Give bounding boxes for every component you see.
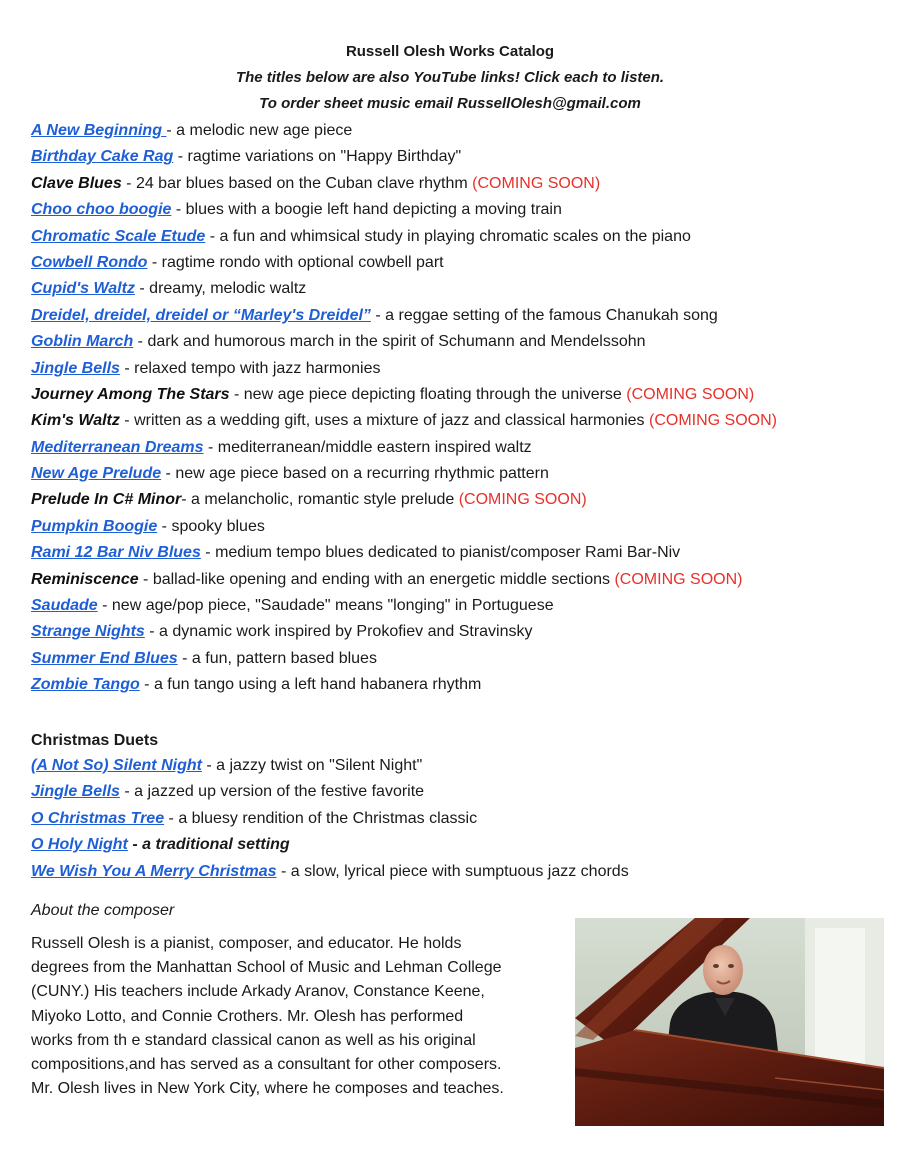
work-description: - a fun tango using a left hand habanera rhythm — [139, 676, 482, 694]
work-description: - a fun, pattern based blues — [177, 649, 377, 667]
work-link[interactable]: Mediterranean Dreams — [31, 438, 204, 456]
coming-soon-label: (COMING SOON) — [648, 412, 777, 430]
bio-line: (CUNY.) His teachers include Arkady Aranov, Constance Keene, — [31, 983, 485, 1001]
about-heading: About the composer — [31, 902, 175, 919]
page-title: Russell Olesh Works Catalog — [345, 43, 555, 60]
list-item — [31, 753, 629, 779]
bio-line: degrees from the Manhattan School of Music and Lehman College — [31, 959, 502, 977]
list-item — [31, 779, 629, 805]
bio-line: works from th e standard classical canon as well as his original — [31, 1031, 476, 1049]
list-item — [31, 118, 891, 144]
list-item — [31, 859, 629, 885]
work-link[interactable]: Pumpkin Boogie — [31, 517, 158, 535]
work-description: - a reggae setting of the famous Chanukah song — [370, 306, 718, 324]
work-link[interactable]: Chromatic Scale Etude — [31, 227, 206, 245]
christmas-duets-heading: Christmas Duets — [31, 732, 159, 749]
work-link[interactable]: Choo choo boogie — [31, 201, 172, 219]
work-link[interactable]: New Age Prelude — [31, 465, 162, 483]
duet-description: - a jazzed up version of the festive favorite — [119, 783, 425, 801]
list-item — [31, 303, 891, 329]
coming-soon-label: (COMING SOON) — [626, 385, 755, 403]
bio-line: compositions,and has served as a consultant for other composers. — [31, 1056, 502, 1074]
list-item — [31, 382, 891, 408]
work-link[interactable]: Rami 12 Bar Niv Blues — [31, 544, 201, 562]
work-description: - a dynamic work inspired by Prokofiev and Stravinsky — [144, 623, 533, 641]
work-link[interactable]: Jingle Bells — [31, 359, 120, 377]
list-item — [31, 144, 891, 170]
work-description: - new age/pop piece, "Saudade" means "longing" in Portuguese — [97, 597, 554, 615]
work-title: Reminiscence — [31, 570, 139, 588]
list-item — [31, 224, 891, 250]
list-item — [31, 593, 891, 619]
work-link[interactable]: Saudade — [31, 597, 98, 615]
work-description: - a fun and whimsical study in playing chromatic scales on the piano — [205, 227, 691, 245]
work-description: - ragtime variations on "Happy Birthday" — [173, 148, 462, 166]
composer-at-piano-illustration — [575, 918, 884, 1126]
work-link[interactable]: Cowbell Rondo — [31, 253, 148, 271]
list-item — [31, 672, 891, 698]
list-item — [31, 435, 891, 461]
works-list — [31, 118, 891, 699]
duet-description: - a traditional setting — [127, 836, 290, 854]
list-item — [31, 197, 891, 223]
work-description: - ragtime rondo with optional cowbell part — [147, 253, 444, 271]
duet-link[interactable]: We Wish You A Merry Christmas — [31, 862, 277, 880]
work-description: - ballad-like opening and ending with an energetic middle sections — [138, 570, 615, 588]
work-description: - dark and humorous march in the spirit of Schumann and Mendelssohn — [133, 333, 646, 351]
work-title: Kim's Waltz — [31, 412, 120, 430]
work-link[interactable]: Zombie Tango — [31, 676, 140, 694]
work-link[interactable]: Goblin March — [31, 333, 134, 351]
work-description: - spooky blues — [157, 517, 265, 535]
list-item — [31, 514, 891, 540]
list-item — [31, 619, 891, 645]
list-item — [31, 171, 891, 197]
work-link[interactable]: Birthday Cake Rag — [31, 148, 174, 166]
bio-line: Russell Olesh is a pianist, composer, and educator. He holds — [31, 935, 462, 952]
duet-link[interactable]: Jingle Bells — [31, 783, 120, 801]
work-description: - a melodic new age piece — [166, 122, 353, 139]
list-item — [31, 250, 891, 276]
duet-description: - a slow, lyrical piece with sumptuous jazz chords — [276, 862, 629, 880]
work-description: - dreamy, melodic waltz — [134, 280, 307, 298]
work-link[interactable]: Cupid's Waltz — [31, 280, 135, 298]
work-link[interactable]: Strange Nights — [31, 623, 145, 641]
composer-photo — [575, 918, 884, 1126]
youtube-note: The titles below are also YouTube links! Click each to listen. — [235, 69, 665, 86]
work-description: - a melancholic, romantic style prelude — [181, 491, 459, 509]
work-description: - 24 bar blues based on the Cuban clave rhythm — [121, 174, 473, 192]
work-link[interactable]: A New Beginning — [31, 122, 167, 139]
coming-soon-label: (COMING SOON) — [458, 491, 587, 509]
list-item — [31, 806, 629, 832]
work-description: - mediterranean/middle eastern inspired waltz — [203, 438, 532, 456]
list-item — [31, 540, 891, 566]
work-description: - new age piece based on a recurring rhythmic pattern — [161, 465, 549, 483]
work-description: - written as a wedding gift, uses a mixture of jazz and classical harmonies — [119, 412, 649, 430]
list-item — [31, 329, 891, 355]
work-description: - relaxed tempo with jazz harmonies — [119, 359, 381, 377]
list-item — [31, 567, 891, 593]
list-item — [31, 356, 891, 382]
list-item — [31, 487, 891, 513]
duets-list — [31, 753, 629, 885]
composer-bio — [31, 932, 571, 1101]
work-description: - medium tempo blues dedicated to pianist/composer Rami Bar-Niv — [200, 544, 681, 562]
list-item — [31, 408, 891, 434]
duet-link[interactable]: O Christmas Tree — [31, 809, 165, 827]
duet-description: - a bluesy rendition of the Christmas classic — [164, 809, 478, 827]
bio-line: Miyoko Lotto, and Connie Crothers. Mr. Olesh has performed — [31, 1007, 464, 1025]
work-description: - new age piece depicting floating through the universe — [229, 385, 627, 403]
list-item — [31, 461, 891, 487]
work-title: Journey Among The Stars — [31, 385, 230, 403]
coming-soon-label: (COMING SOON) — [472, 174, 601, 192]
coming-soon-label: (COMING SOON) — [614, 570, 743, 588]
work-title: Clave Blues — [31, 174, 122, 192]
duet-link[interactable]: O Holy Night — [31, 836, 128, 854]
list-item — [31, 646, 891, 672]
work-description: - blues with a boogie left hand depicting a moving train — [171, 201, 562, 219]
order-info: To order sheet music email RussellOlesh@gmail.com — [259, 95, 641, 112]
list-item — [31, 832, 629, 858]
work-link[interactable]: Dreidel, dreidel, dreidel or “Marley's Dreidel” — [31, 306, 371, 324]
list-item — [31, 276, 891, 302]
duet-description: - a jazzy twist on "Silent Night" — [201, 757, 423, 774]
work-title: Prelude In C# Minor — [31, 491, 182, 509]
bio-line: Mr. Olesh lives in New York City, where he composes and teaches. — [31, 1080, 504, 1098]
duet-link[interactable]: (A Not So) Silent Night — [31, 757, 202, 774]
work-link[interactable]: Summer End Blues — [31, 649, 178, 667]
